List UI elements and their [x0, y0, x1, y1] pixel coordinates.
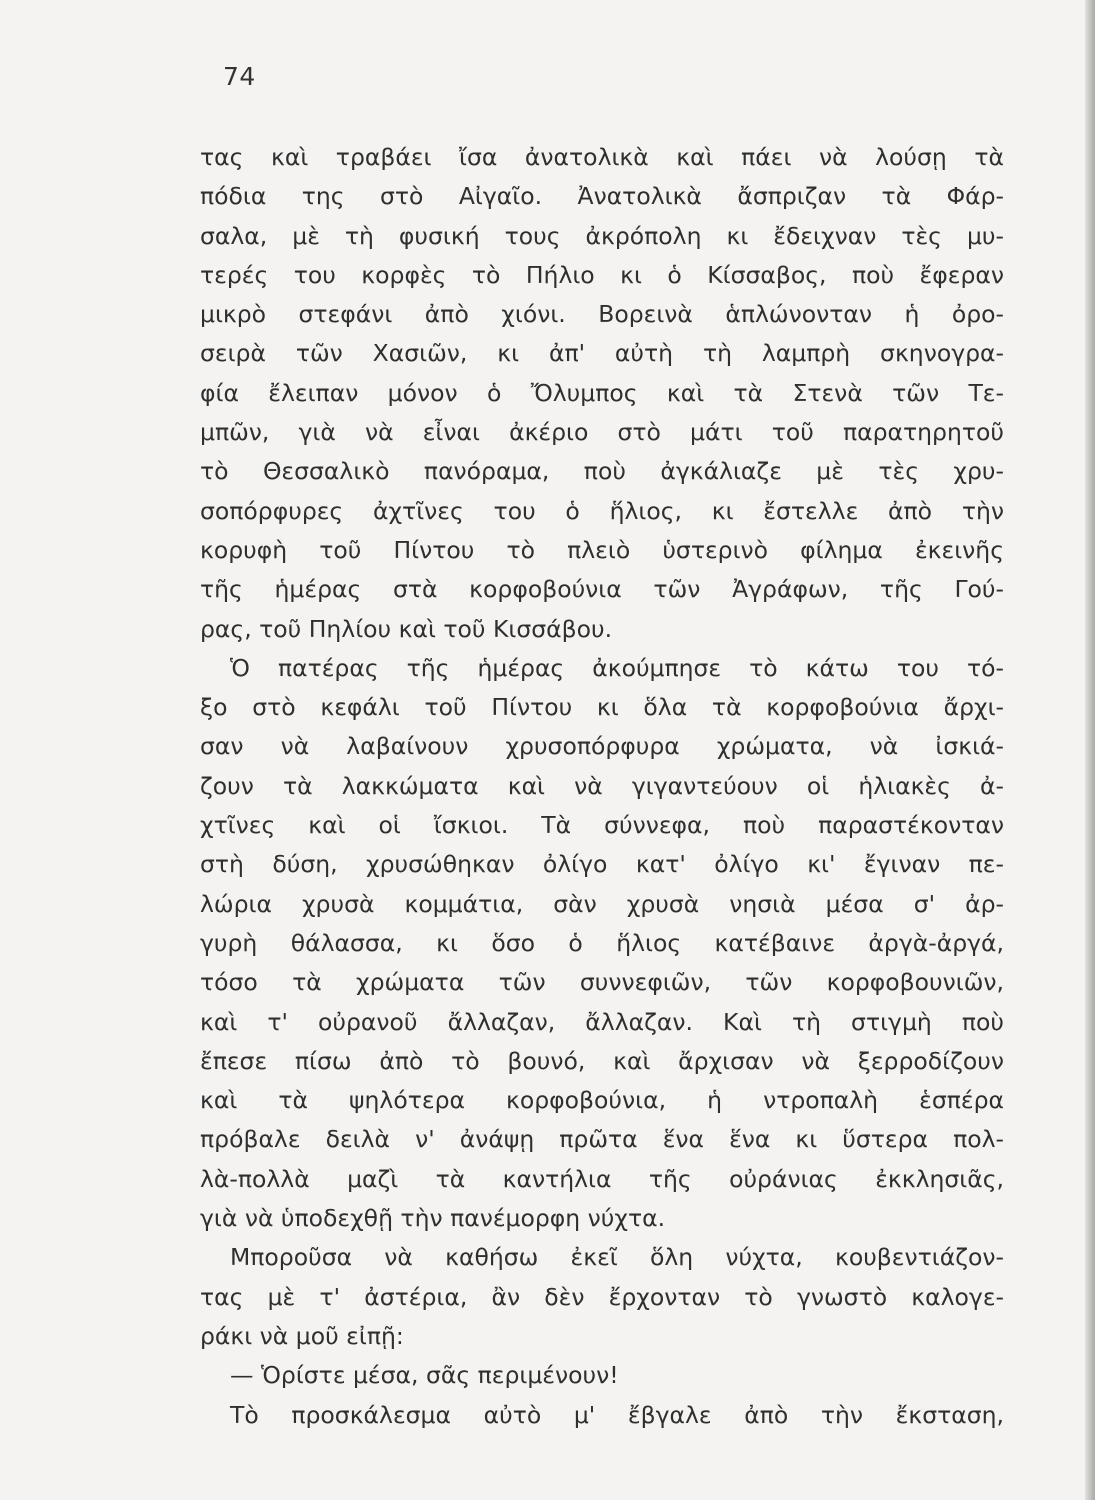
text-line: γυρὴ θάλασσα, κι ὅσο ὁ ἥλιος κατέβαινε ἀργὰ-ἀργά,: [200, 928, 1004, 957]
text-line: ἔπεσε πίσω ἀπὸ τὸ βουνό, καὶ ἄρχισαν νὰ ξερροδίζουν: [200, 1046, 1004, 1075]
text-line: τας καὶ τραβάει ἴσα ἀνατολικὰ καὶ πάει νὰ λούσῃ τὰ: [200, 143, 1004, 171]
text-line: ρας, τοῦ Πηλίου καὶ τοῦ Κισσάβου.: [200, 614, 613, 643]
paragraph: [200, 1238, 1004, 1356]
text-line: τας μὲ τ' ἀστέρια, ἂν δὲν ἔρχονταν τὸ γνωστὸ καλογε-: [200, 1282, 1004, 1311]
text-line: γιὰ νὰ ὑποδεχθῇ τὴν πανέμορφη νύχτα.: [200, 1204, 666, 1233]
text-line: ράκι νὰ μοῦ εἰπῇ:: [200, 1321, 404, 1350]
page-edge: [1085, 0, 1095, 1500]
text-line: ξο στὸ κεφάλι τοῦ Πίντου κι ὅλα τὰ κορφοβούνια ἄρχι-: [200, 693, 1004, 722]
text-line: κορυφὴ τοῦ Πίντου τὸ πλειὸ ὑστερινὸ φίλημα ἐκεινῆς: [200, 535, 1004, 564]
text-line: σειρὰ τῶν Χασιῶν, κι ἀπ' αὐτὴ τὴ λαμπρὴ σκηνογρα-: [200, 339, 1004, 368]
text-line: τῆς ἡμέρας στὰ κορφοβούνια τῶν Ἀγράφων, τῆς Γού-: [200, 575, 1004, 604]
text-line: καὶ τ' οὐρανοῦ ἄλλαζαν, ἄλλαζαν. Καὶ τὴ στιγμὴ ποὺ: [200, 1007, 1004, 1036]
text-line: σοπόρφυρες ἀχτῖνες του ὁ ἥλιος, κι ἔστελλε ἀπὸ τὴν: [200, 496, 1004, 525]
text-line: τερές του κορφὲς τὸ Πήλιο κι ὁ Κίσσαβος, ποὺ ἔφεραν: [200, 260, 1004, 289]
text-line: σαν νὰ λαβαίνουν χρυσοπόρφυρα χρώματα, νὰ ἰσκιά-: [200, 732, 1004, 761]
text-line: πόδια της στὸ Αἰγαῖο. Ἀνατολικὰ ἄσπριζαν τὰ Φάρ-: [200, 182, 1004, 211]
body-text: [200, 138, 1004, 1435]
page-number: 74: [223, 62, 256, 91]
text-line: φία ἔλειπαν μόνον ὁ Ὄλυμπος καὶ τὰ Στενὰ τῶν Τε-: [200, 378, 1004, 407]
text-line: σαλα, μὲ τὴ φυσική τους ἀκρόπολη κι ἔδειχναν τὲς μυ-: [200, 221, 1004, 250]
text-line: στὴ δύση, χρυσώθηκαν ὀλίγο κατ' ὀλίγο κι' ἔγιναν πε-: [200, 850, 1004, 879]
text-line: τὸ Θεσσαλικὸ πανόραμα, ποὺ ἀγκάλιαζε μὲ τὲς χρυ-: [200, 457, 1004, 486]
text-line: μικρὸ στεφάνι ἀπὸ χιόνι. Βορεινὰ ἁπλώνονταν ἡ ὀρο-: [200, 300, 1004, 329]
text-line: μπῶν, γιὰ νὰ εἶναι ἀκέριο στὸ μάτι τοῦ παρατηρητοῦ: [200, 418, 1004, 447]
text-line: πρόβαλε δειλὰ ν' ἀνάψῃ πρῶτα ἕνα ἕνα κι ὕστερα πολ-: [200, 1125, 1004, 1154]
text-line: χτῖνες καὶ οἱ ἴσκιοι. Τὰ σύννεφα, ποὺ παραστέκονταν: [200, 811, 1004, 840]
text-line: — Ὁρίστε μέσα, σᾶς περιμένουν!: [230, 1361, 619, 1390]
text-line: Μποροῦσα νὰ καθήσω ἐκεῖ ὅλη νύχτα, κουβεντιάζον-: [230, 1243, 1004, 1272]
text-line: Ὁ πατέρας τῆς ἡμέρας ἀκούμπησε τὸ κάτω του τό-: [230, 653, 1004, 682]
paragraph: [200, 649, 1004, 1238]
paragraph: [200, 138, 1004, 649]
text-line: λώρια χρυσὰ κομμάτια, σὰν χρυσὰ νησιὰ μέσα σ' ἀρ-: [200, 889, 1004, 918]
text-line: τόσο τὰ χρώματα τῶν συννεφιῶν, τῶν κορφοβουνιῶν,: [200, 968, 1004, 997]
text-line: καὶ τὰ ψηλότερα κορφοβούνια, ἡ ντροπαλὴ ἑσπέρα: [200, 1086, 1004, 1115]
text-line: Τὸ προσκάλεσμα αὐτὸ μ' ἔβγαλε ἀπὸ τὴν ἔκσταση,: [230, 1400, 1004, 1429]
text-line: ζουν τὰ λακκώματα καὶ νὰ γιγαντεύουν οἱ ἡλιακὲς ἀ-: [200, 771, 1004, 800]
text-line: λὰ-πολλὰ μαζὶ τὰ καντήλια τῆς οὐράνιας ἐκκλησιᾶς,: [200, 1164, 1004, 1193]
dialogue-paragraph: [200, 1356, 1004, 1395]
paragraph: [200, 1396, 1004, 1435]
